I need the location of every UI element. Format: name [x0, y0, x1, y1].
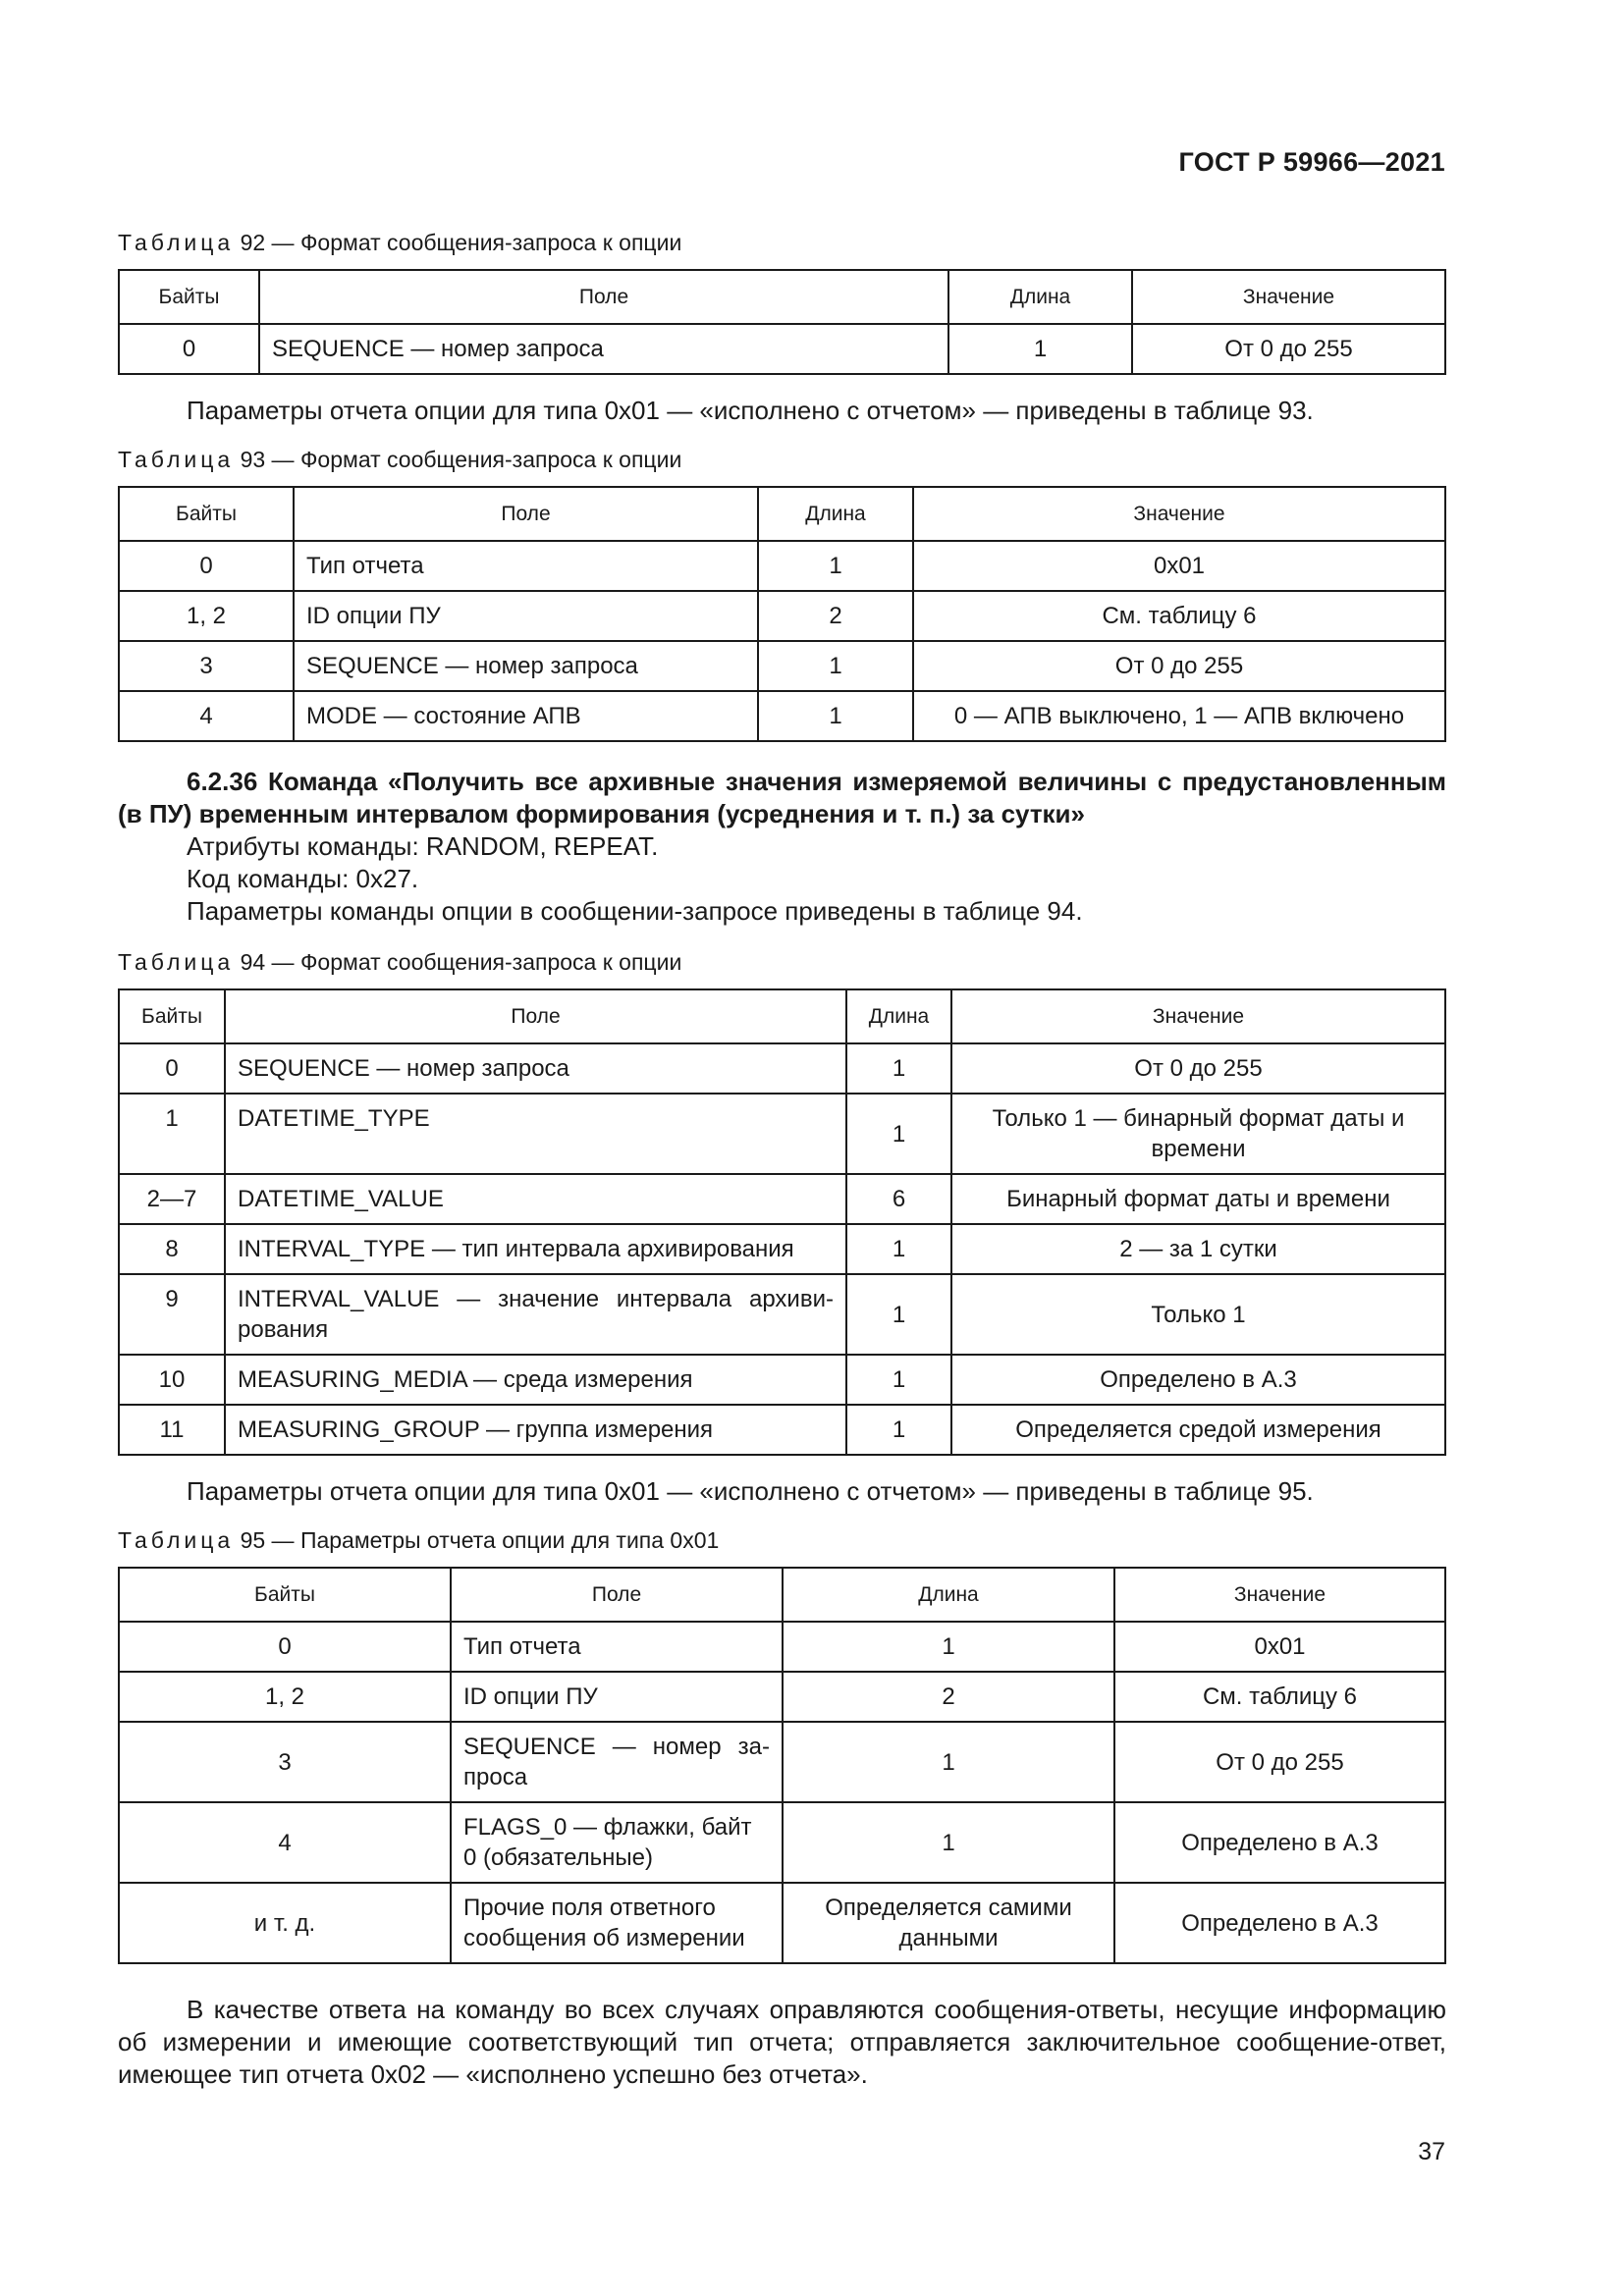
paragraph: Параметры отчета опции для типа 0x01 — «исполнено с отчетом» — приведены в таблице 93.: [187, 396, 1314, 425]
table-row: [119, 641, 1445, 691]
table-cell: Только 1 — бинарный формат даты и времени: [951, 1094, 1445, 1174]
table-cell: 1: [948, 324, 1132, 374]
table-row: [119, 1405, 1445, 1455]
caption-word: Таблица: [118, 1527, 235, 1553]
column-header: Байты: [119, 989, 225, 1043]
command-code: Код команды: 0x27.: [187, 864, 419, 893]
table-cell: 8: [119, 1224, 225, 1274]
table-cell: От 0 до 255: [951, 1043, 1445, 1094]
table-cell: 1: [846, 1224, 951, 1274]
table-cell: 1: [846, 1355, 951, 1405]
table-cell: 10: [119, 1355, 225, 1405]
column-header: Значение: [913, 487, 1445, 541]
table-cell: 1: [783, 1722, 1114, 1802]
column-header: Байты: [119, 1568, 451, 1622]
column-header: Значение: [951, 989, 1445, 1043]
table-cell: Определено в А.3: [1114, 1802, 1445, 1883]
table-row: [119, 1883, 1445, 1963]
section-6-2-36: [118, 766, 1446, 928]
caption-text: 94 — Формат сообщения-запроса к опции: [240, 949, 682, 975]
table-header-row: [119, 270, 1445, 324]
column-header: Длина: [846, 989, 951, 1043]
table-95: [118, 1567, 1446, 1964]
table-cell: INTERVAL_VALUE — значение интервала архивирования: [225, 1274, 846, 1355]
table-cell: 1: [783, 1622, 1114, 1672]
document-code: ГОСТ Р 59966—2021: [1178, 147, 1445, 177]
table-cell: Определяется самими данными: [783, 1883, 1114, 1963]
section-title: 6.2.36 Команда «Получить все архивные значения измеряемой величины с предустановленным (в ПУ) временным интервалом формирования (усреднения и т. п.) за сутки»: [118, 767, 1446, 828]
table-cell: 0x01: [913, 541, 1445, 591]
column-header: Значение: [1132, 270, 1445, 324]
table-93: [118, 486, 1446, 742]
table-cell: Прочие поля ответного сообщения об измерении: [451, 1883, 783, 1963]
table-cell: 0x01: [1114, 1622, 1445, 1672]
command-params-note: Параметры команды опции в сообщении-запросе приведены в таблице 94.: [187, 896, 1083, 926]
table-cell: 0: [119, 324, 259, 374]
table-row: [119, 1174, 1445, 1224]
table-cell: MEASURING_GROUP — группа измерения: [225, 1405, 846, 1455]
table-cell: 1: [846, 1274, 951, 1355]
table-cell: 1: [783, 1802, 1114, 1883]
table-cell: См. таблицу 6: [913, 591, 1445, 641]
table-cell: 6: [846, 1174, 951, 1224]
table-row: [119, 1224, 1445, 1274]
table-cell: и т. д.: [119, 1883, 451, 1963]
column-header: Длина: [948, 270, 1132, 324]
table-row: [119, 691, 1445, 741]
final-paragraph: В качестве ответа на команду во всех случаях оправляются сообщения-ответы, несущие информацию об измерении и имеющие соответствующий тип отчета; отправляется заключительное сообщение-ответ, имеющее тип отчета 0x02 — «исполнено успешно без отчета».: [118, 1995, 1446, 2089]
table-cell: 1: [119, 1094, 225, 1174]
caption-word: Таблица: [118, 230, 235, 255]
table-row: [119, 1722, 1445, 1802]
table-cell: MEASURING_MEDIA — среда измерения: [225, 1355, 846, 1405]
table-row: [119, 1622, 1445, 1672]
table-cell: 2: [783, 1672, 1114, 1722]
table-cell: Только 1: [951, 1274, 1445, 1355]
column-header: Длина: [783, 1568, 1114, 1622]
table-cell: 1: [846, 1043, 951, 1094]
table-cell: SEQUENCE — номер запроса: [451, 1722, 783, 1802]
page-content: [118, 228, 1446, 2091]
table-cell: 3: [119, 1722, 451, 1802]
table-cell: 2—7: [119, 1174, 225, 1224]
table-cell: SEQUENCE — номер запроса: [225, 1043, 846, 1094]
table-cell: От 0 до 255: [1132, 324, 1445, 374]
table-cell: ID опции ПУ: [451, 1672, 783, 1722]
table-cell: DATETIME_TYPE: [225, 1094, 846, 1174]
table-cell: 1, 2: [119, 1672, 451, 1722]
table-cell: 9: [119, 1274, 225, 1355]
table-cell: 1: [758, 541, 913, 591]
paragraph: Параметры отчета опции для типа 0x01 — «исполнено с отчетом» — приведены в таблице 95.: [187, 1476, 1314, 1506]
table-cell: ID опции ПУ: [294, 591, 758, 641]
table-cell: 1: [758, 691, 913, 741]
table-cell: 11: [119, 1405, 225, 1455]
table-cell: Определено в А.3: [951, 1355, 1445, 1405]
table-cell: Бинарный формат даты и времени: [951, 1174, 1445, 1224]
caption-word: Таблица: [118, 447, 235, 472]
table-cell: 1, 2: [119, 591, 294, 641]
table-cell: 2 — за 1 сутки: [951, 1224, 1445, 1274]
table-cell: Определяется средой измерения: [951, 1405, 1445, 1455]
column-header: Байты: [119, 487, 294, 541]
table-cell: FLAGS_0 — флажки, байт 0 (обязательные): [451, 1802, 783, 1883]
table-95-caption: [118, 1525, 1446, 1555]
table-cell: От 0 до 255: [913, 641, 1445, 691]
table-cell: См. таблицу 6: [1114, 1672, 1445, 1722]
table-cell: 0: [119, 1043, 225, 1094]
table-cell: 4: [119, 691, 294, 741]
table-header-row: [119, 989, 1445, 1043]
column-header: Байты: [119, 270, 259, 324]
table-header-row: [119, 1568, 1445, 1622]
table-94-caption: [118, 947, 1446, 977]
table-cell: От 0 до 255: [1114, 1722, 1445, 1802]
table-cell: 1: [846, 1405, 951, 1455]
table-94: [118, 988, 1446, 1456]
table-cell: DATETIME_VALUE: [225, 1174, 846, 1224]
table-row: [119, 1355, 1445, 1405]
table-header-row: [119, 487, 1445, 541]
table-cell: Определено в А.3: [1114, 1883, 1445, 1963]
column-header: Длина: [758, 487, 913, 541]
table-cell: 0: [119, 1622, 451, 1672]
caption-text: 95 — Параметры отчета опции для типа 0x01: [240, 1527, 720, 1553]
table-cell: SEQUENCE — номер запроса: [259, 324, 948, 374]
table-cell: 0: [119, 541, 294, 591]
column-header: Поле: [451, 1568, 783, 1622]
table-cell: 1: [846, 1094, 951, 1174]
table-row: [119, 1043, 1445, 1094]
command-attributes: Атрибуты команды: RANDOM, REPEAT.: [187, 831, 659, 861]
table-cell: Тип отчета: [451, 1622, 783, 1672]
table-92-caption: [118, 228, 1446, 257]
table-row: [119, 1802, 1445, 1883]
table-cell: 0 — АПВ выключено, 1 — АПВ включено: [913, 691, 1445, 741]
table-cell: 1: [758, 641, 913, 691]
column-header: Поле: [259, 270, 948, 324]
table-cell: 2: [758, 591, 913, 641]
table-cell: 3: [119, 641, 294, 691]
table-cell: MODE — состояние АПВ: [294, 691, 758, 741]
table-row: [119, 591, 1445, 641]
table-row: [119, 1274, 1445, 1355]
column-header: Поле: [225, 989, 846, 1043]
table-cell: SEQUENCE — номер запроса: [294, 641, 758, 691]
column-header: Поле: [294, 487, 758, 541]
table-row: [119, 1094, 1445, 1174]
column-header: Значение: [1114, 1568, 1445, 1622]
table-cell: Тип отчета: [294, 541, 758, 591]
table-92: [118, 269, 1446, 375]
caption-word: Таблица: [118, 949, 235, 975]
table-row: [119, 324, 1445, 374]
table-row: [119, 541, 1445, 591]
table-cell: 4: [119, 1802, 451, 1883]
table-row: [119, 1672, 1445, 1722]
table-93-caption: [118, 445, 1446, 474]
page-number: 37: [1418, 2138, 1445, 2165]
caption-text: 92 — Формат сообщения-запроса к опции: [240, 230, 682, 255]
table-cell: INTERVAL_TYPE — тип интервала архивирования: [225, 1224, 846, 1274]
caption-text: 93 — Формат сообщения-запроса к опции: [240, 447, 682, 472]
